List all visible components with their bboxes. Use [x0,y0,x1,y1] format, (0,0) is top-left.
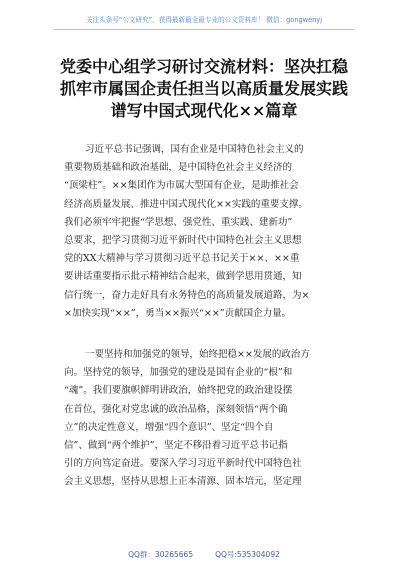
paragraph-line: 要讲话重要指示批示精神结合起来，做到学思用贯通，知 [64,271,302,283]
footer-contacts [0,549,408,560]
footer-qq-group: QQ群：30265665 [128,550,194,559]
paragraph-line: 习近平总书记强调，国有企业是中国特色社会主义的 [85,144,304,155]
paragraph-line: “顶梁柱”。××集团作为市属大型国有企业，是助推社会 [64,180,299,192]
paragraph-line: 向。坚持党的领导，加强党的建设是国有企业的“根”和 [64,367,293,379]
paragraph-line: “魂”。我们要旗帜鲜明讲政治，始终把党的政治建设摆 [64,385,293,397]
paragraph-line: 总要求，把学习贯彻习近平新时代中国特色社会主义思想 [64,235,302,247]
header-divider [54,29,354,30]
title-line: 党委中心组学习研讨交流材料：坚决扛稳 [59,57,348,76]
paragraph-line: 一要坚持和加强党的领导，始终把稳××发展的政治方 [85,349,310,360]
paragraph-line: 会主义思想，坚持从思想上正本清源、固本培元，坚定理 [64,476,302,488]
paragraph-line: 在首位，强化对党忠诚的政治品格，深刻领悟“两个确 [64,403,288,415]
paragraph-line: ×加快实现“××”，勇当××振兴“××”贡献国企力量。 [64,307,292,319]
footer-qq-number: QQ号:535304092 [215,550,280,559]
paragraph-line: 信行统一，奋力走好具有永务特色的高质量发展道路，为× [64,289,310,301]
header-banner: 关注头条号“公文研究”，获得最新最全最专业的公文资料库！ 微信：gongwenyj [85,16,323,24]
paragraph-line: 经济高质量发展、推进中国式现代化××实践的重要支撑。 [64,198,308,210]
title-line: 谱写中国式现代化××篇章 [110,101,298,120]
title-line: 抓牢市属国企责任担当以高质量发展实践 [59,79,348,98]
document-title [22,56,386,122]
body-paragraph-1 [64,141,352,323]
paragraph-line: 我们必须牢牢把握“学思想、强党性、重实践、建新功” [64,216,293,228]
paragraph-line: 信”、做到“两个维护”，坚定不移沿着习近平总书记指 [64,440,288,452]
paragraph-line: 立”的决定性意义，增强“四个意识”、坚定“四个自 [64,421,274,433]
paragraph-line: 引的方向笃定奋进。要深入学习习近平新时代中国特色社 [64,458,302,470]
body-paragraph-2 [64,346,352,492]
paragraph-line: 重要物质基础和政治基础，是中国特色社会主义经济的 [64,162,293,174]
paragraph-line: 党的XX大精神与学习贯彻习近平总书记关于××、××重 [64,253,300,265]
